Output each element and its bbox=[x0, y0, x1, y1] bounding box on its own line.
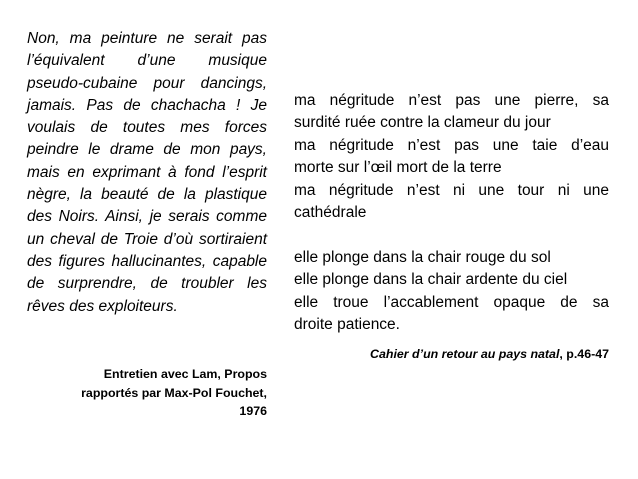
credit-line: Entretien avec Lam, Propos bbox=[103, 367, 267, 381]
interview-quote: Non, ma peinture ne serait pas l’équivalent d’une musique pseudo-cubaine pour dancings, jamais. Pas de chachacha ! Je voulais de toutes mes forces peindre le drame de mon pays, mais en exprimant à fond l’esprit nègre, la beauté de la plastique des Noirs. Ainsi, je serais comme un cheval de Troie d’où sortiraient des figures hallucinantes, capable de surprendre, de troubler les rêves des exploiteurs. bbox=[27, 30, 267, 315]
interview-credit bbox=[27, 365, 267, 421]
poem-line: elle plonge dans la chair rouge du sol bbox=[294, 248, 551, 266]
credit-line: 1976 bbox=[239, 404, 267, 418]
source-title: Cahier d’un retour au pays natal bbox=[370, 347, 560, 361]
poem-excerpt bbox=[294, 90, 609, 336]
poem-line: ma négritude n’est ni une tour ni une bbox=[294, 181, 609, 199]
poem-line: cathédrale bbox=[294, 204, 367, 222]
poem-line: surdité ruée contre la clameur du jour bbox=[294, 114, 551, 132]
poem-line: droite patience. bbox=[294, 316, 400, 334]
credit-line: rapportés par Max-Pol Fouchet, bbox=[81, 385, 267, 400]
poem-line: ma négritude n’est pas une pierre, sa bbox=[294, 92, 609, 109]
poem-line: elle troue l’accablement opaque de sa bbox=[294, 293, 609, 311]
poem-line: elle plonge dans la chair ardente du ciel bbox=[294, 271, 568, 289]
poem-line: morte sur l’œil mort de la terre bbox=[294, 159, 502, 177]
source-pages: , p.46-47 bbox=[559, 347, 609, 361]
poem-line: ma négritude n’est pas une taie d’eau bbox=[294, 136, 609, 154]
stanza-break bbox=[294, 224, 609, 246]
poem-source bbox=[294, 345, 609, 363]
